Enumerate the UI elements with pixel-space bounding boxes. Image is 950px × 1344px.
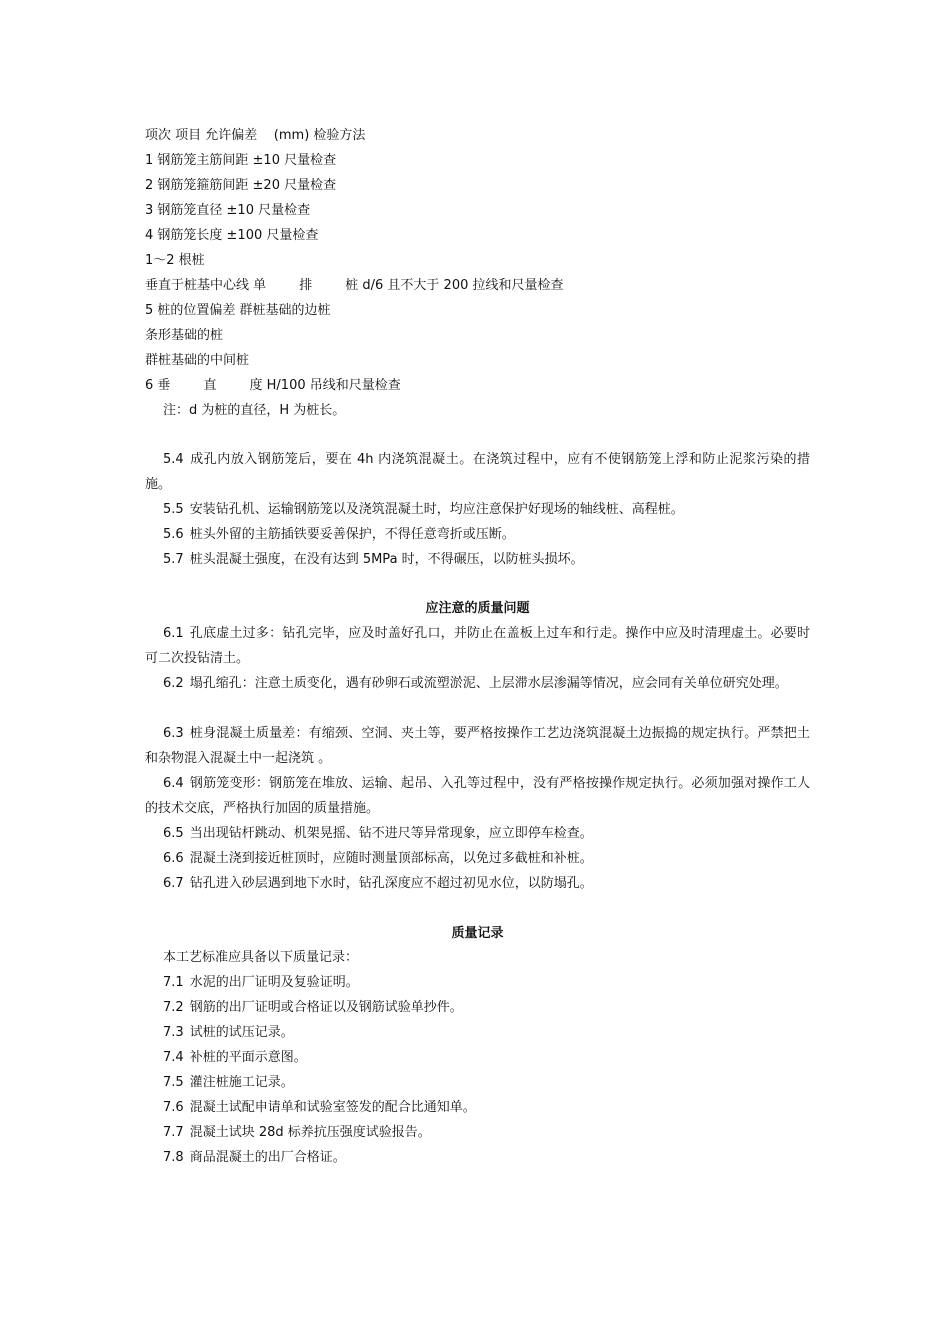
clause-5-7 [145,547,810,572]
clause-number: 6.7 [163,876,184,891]
clause-text: 混凝土试块 28d 标养抗压强度试验报告。 [189,1125,431,1140]
clause-7-8 [145,1145,810,1170]
clause-number: 5.4 [163,452,184,467]
clause-text: 安装钻孔机、运输钢筋笼以及浇筑混凝土时，均应注意保护好现场的轴线桩、高程桩。 [189,502,684,517]
clause-6-7 [145,871,810,896]
clause-text: 成孔内放入钢筋笼后，要在 4h 内浇筑混凝土。在浇筑过程中，应有不使钢筋笼上浮和防止泥浆污染的措施。 [145,452,810,492]
clause-text: 桩身混凝土质量差：有缩颈、空洞、夹土等，要严格按操作工艺边浇筑混凝土边振捣的规定执行。严禁把土和杂物混入混凝土中一起浇筑 。 [145,726,810,766]
table-line: 1 钢筋笼主筋间距 ±10 尺量检查 [145,153,337,168]
clause-number: 6.6 [163,851,184,866]
clause-text: 灌注桩施工记录。 [189,1075,294,1090]
table-line: 垂直于桩基中心线 单 排 桩 d/6 且不大于 200 拉线和尺量检查 [145,278,564,293]
clause-number: 5.6 [163,527,184,542]
clause-5-4 [145,447,810,497]
table-line: 条形基础的桩 [145,328,224,343]
clause-text: 钢筋笼变形：钢筋笼在堆放、运输、起吊、入孔等过程中，没有严格按操作规定执行。必须加强对操作工人的技术交底，严格执行加固的质量措施。 [145,776,810,816]
clause-number: 7.5 [163,1075,184,1090]
clause-text: 钻孔进入砂层遇到地下水时，钻孔深度应不超过初见水位，以防塌孔。 [189,876,593,891]
table-line: 5 桩的位置偏差 群桩基础的边桩 [145,303,331,318]
clause-text: 桩头混凝土强度，在没有达到 5MPa 时，不得碾压，以防桩头损坏。 [189,552,584,567]
clause-6-3 [145,721,810,771]
table-line: 4 钢筋笼长度 ±100 尺量检查 [145,228,319,243]
clause-7-4 [145,1045,810,1070]
clause-5-6 [145,522,810,547]
clause-7-1 [145,970,810,995]
clause-6-1 [145,621,810,671]
clause-text: 水泥的出厂证明及复验证明。 [189,975,359,990]
clause-number: 7.6 [163,1100,184,1115]
clause-6-6 [145,846,810,871]
clause-7-7 [145,1120,810,1145]
clause-number: 7.2 [163,1000,184,1015]
table-line: 1～2 根桩 [145,253,205,268]
clause-7-5 [145,1070,810,1095]
clause-text: 混凝土试配申请单和试验室签发的配合比通知单。 [189,1100,476,1115]
clause-number: 6.3 [163,726,184,741]
clause-5-5 [145,497,810,522]
clause-number: 5.5 [163,502,184,517]
table-line: 3 钢筋笼直径 ±10 尺量检查 [145,203,311,218]
section-7-title: 质量记录 [451,926,504,941]
clause-7-2 [145,995,810,1020]
table-header-line: 项次 项目 允许偏差 (mm) 检验方法 [145,128,366,143]
clause-text: 塌孔缩孔：注意土质变化，遇有砂卵石或流塑淤泥、上层滞水层渗漏等情况，应会同有关单位研究处理。 [189,676,788,691]
clause-text: 钢筋的出厂证明或合格证以及钢筋试验单抄件。 [189,1000,463,1015]
table-note: 注：d 为桩的直径，H 为桩长。 [163,403,346,418]
table-line: 2 钢筋笼箍筋间距 ±20 尺量检查 [145,178,337,193]
table-line: 群桩基础的中间桩 [145,353,250,368]
clause-number: 6.2 [163,676,184,691]
clause-text: 孔底虚土过多：钻孔完毕，应及时盖好孔口，并防止在盖板上过车和行走。操作中应及时清理虚土。必要时可二次投钻清土。 [145,626,810,666]
clause-6-2 [145,671,810,696]
clause-text: 试桩的试压记录。 [189,1025,294,1040]
section-7-intro: 本工艺标准应具备以下质量记录： [163,950,359,965]
clause-6-4 [145,771,810,821]
clause-text: 桩头外留的主筋插铁要妥善保护，不得任意弯折或压断。 [189,527,515,542]
clause-number: 6.5 [163,826,184,841]
section-6-title: 应注意的质量问题 [425,601,530,616]
clause-text: 补桩的平面示意图。 [189,1050,307,1065]
clause-number: 7.1 [163,975,184,990]
clause-text: 混凝土浇到接近桩顶时，应随时测量顶部标高，以免过多截桩和补桩。 [189,851,593,866]
clause-number: 7.7 [163,1125,184,1140]
clause-number: 5.7 [163,552,184,567]
clause-text: 当出现钻杆跳动、机架晃摇、钻不进尺等异常现象，应立即停车检查。 [189,826,593,841]
clause-text: 商品混凝土的出厂合格证。 [189,1150,346,1165]
clause-number: 7.8 [163,1150,184,1165]
clause-number: 6.1 [163,626,184,641]
clause-number: 7.4 [163,1050,184,1065]
clause-number: 7.3 [163,1025,184,1040]
table-line: 6 垂 直 度 H/100 吊线和尺量检查 [145,378,401,393]
clause-6-5 [145,821,810,846]
clause-7-3 [145,1020,810,1045]
clause-number: 6.4 [163,776,184,791]
clause-7-6 [145,1095,810,1120]
